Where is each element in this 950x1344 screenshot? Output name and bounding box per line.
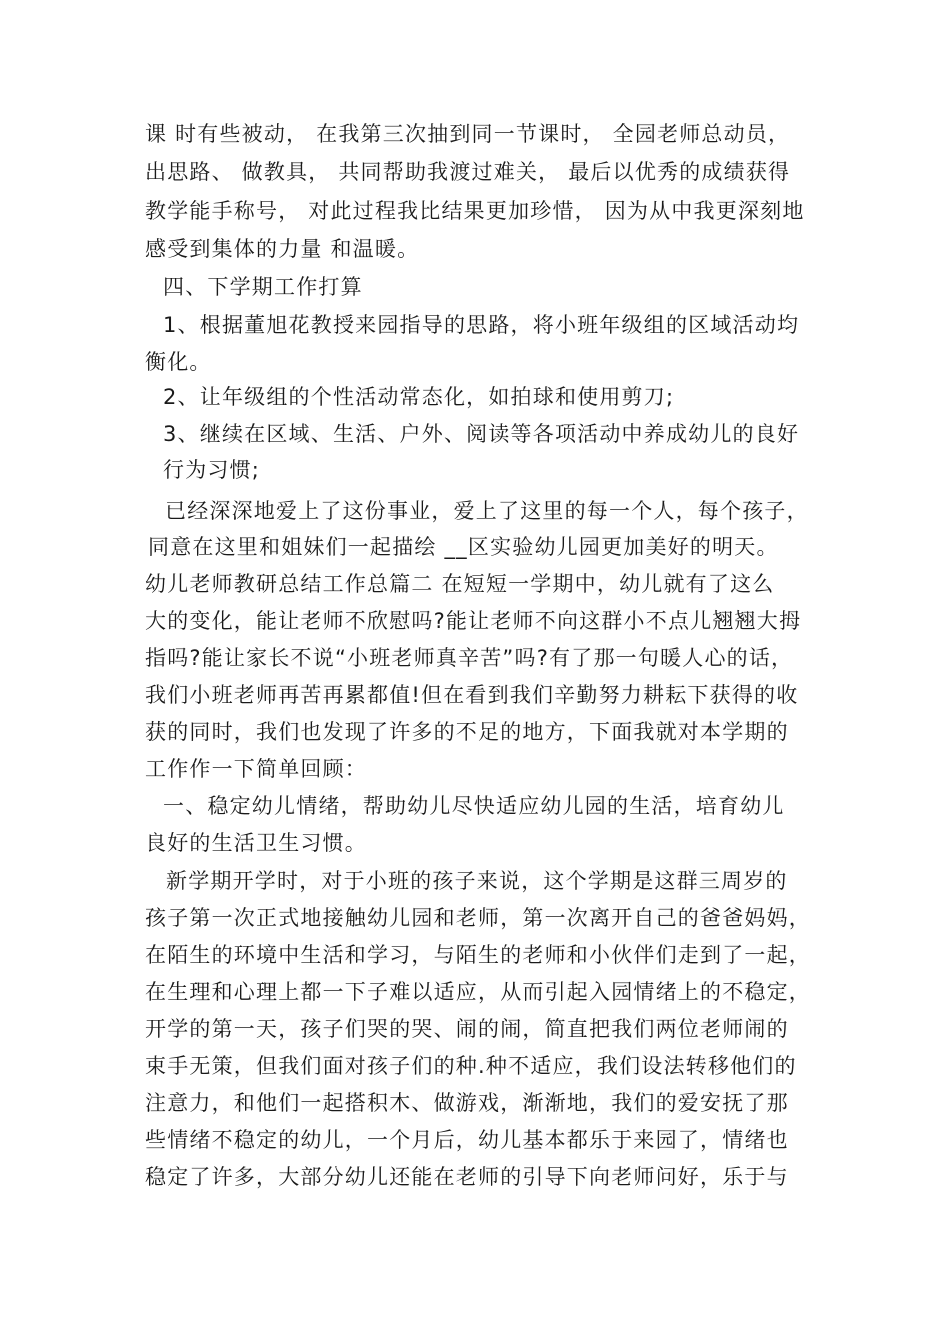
text-line: 在陌生的环境中生活和学习，与陌生的老师和小伙伴们走到了一起，	[145, 943, 811, 967]
text-line: 大的变化，能让老师不欣慰吗?能让老师不向这群小不点儿翘翘大拇	[145, 609, 802, 633]
text-line: 些情绪不稳定的幼儿，一个月后，幼儿基本都乐于来园了，情绪也	[145, 1128, 789, 1152]
text-line: 我们小班老师再苦再累都值!但在看到我们辛勤努力耕耘下获得的收	[145, 683, 799, 707]
text-line: 感受到集体的力量 和温暖。	[145, 237, 420, 261]
text-line: 2、让年级组的个性活动常态化，如拍球和使用剪刀;	[163, 385, 675, 409]
text-line: 幼儿老师教研总结工作总篇二 在短短一学期中，幼儿就有了这么	[145, 572, 775, 596]
text-line: 1、根据董旭花教授来园指导的思路，将小班年级组的区域活动均	[163, 313, 800, 337]
text-line: 出思路、 做教具， 共同帮助我渡过难关， 最后以优秀的成绩获得	[145, 160, 791, 184]
text-line: 在生理和心理上都一下子难以适应，从而引起入园情绪上的不稳定，	[145, 980, 811, 1004]
text-line: 已经深深地爱上了这份事业，爱上了这里的每一个人，每个孩子，	[165, 499, 809, 523]
text-line: 教学能手称号， 对此过程我比结果更加珍惜， 因为从中我更深刻地	[145, 199, 805, 223]
text-line: 稳定了许多，大部分幼儿还能在老师的引导下向老师问好，乐于与	[145, 1165, 789, 1189]
section-heading: 四、下学期工作打算	[163, 275, 363, 299]
text-line: 工作作一下简单回顾：	[145, 757, 367, 781]
text-line: 指吗?能让家长不说“小班老师真辛苦”吗?有了那一句暖人心的话，	[145, 646, 794, 670]
text-line: 束手无策，但我们面对孩子们的种.种不适应，我们设法转移他们的	[145, 1054, 797, 1078]
text-line: 行为习惯;	[163, 458, 261, 482]
text-line: 新学期开学时，对于小班的孩子来说，这个学期是这群三周岁的	[166, 869, 788, 893]
text-line: 同意在这里和姐妹们一起描绘 __区实验幼儿园更加美好的明天。	[148, 535, 779, 559]
text-line: 注意力，和他们一起搭积木、做游戏，渐渐地，我们的爱安抚了那	[145, 1091, 789, 1115]
text-line: 衡化。	[145, 350, 212, 374]
text-line: 开学的第一天，孩子们哭的哭、闹的闹，简直把我们两位老师闹的	[145, 1017, 789, 1041]
text-line: 一、稳定幼儿情绪，帮助幼儿尽快适应幼儿园的生活，培育幼儿	[163, 794, 785, 818]
text-line: 良好的生活卫生习惯。	[145, 831, 367, 855]
text-line: 孩子第一次正式地接触幼儿园和老师，第一次离开自己的爸爸妈妈，	[145, 906, 811, 930]
text-line: 课 时有些被动， 在我第三次抽到同一节课时， 全园老师总动员，	[145, 122, 791, 146]
text-line: 获的同时，我们也发现了许多的不足的地方，下面我就对本学期的	[145, 720, 789, 744]
text-line: 3、继续在区域、生活、户外、阅读等各项活动中养成幼儿的良好	[163, 422, 800, 446]
